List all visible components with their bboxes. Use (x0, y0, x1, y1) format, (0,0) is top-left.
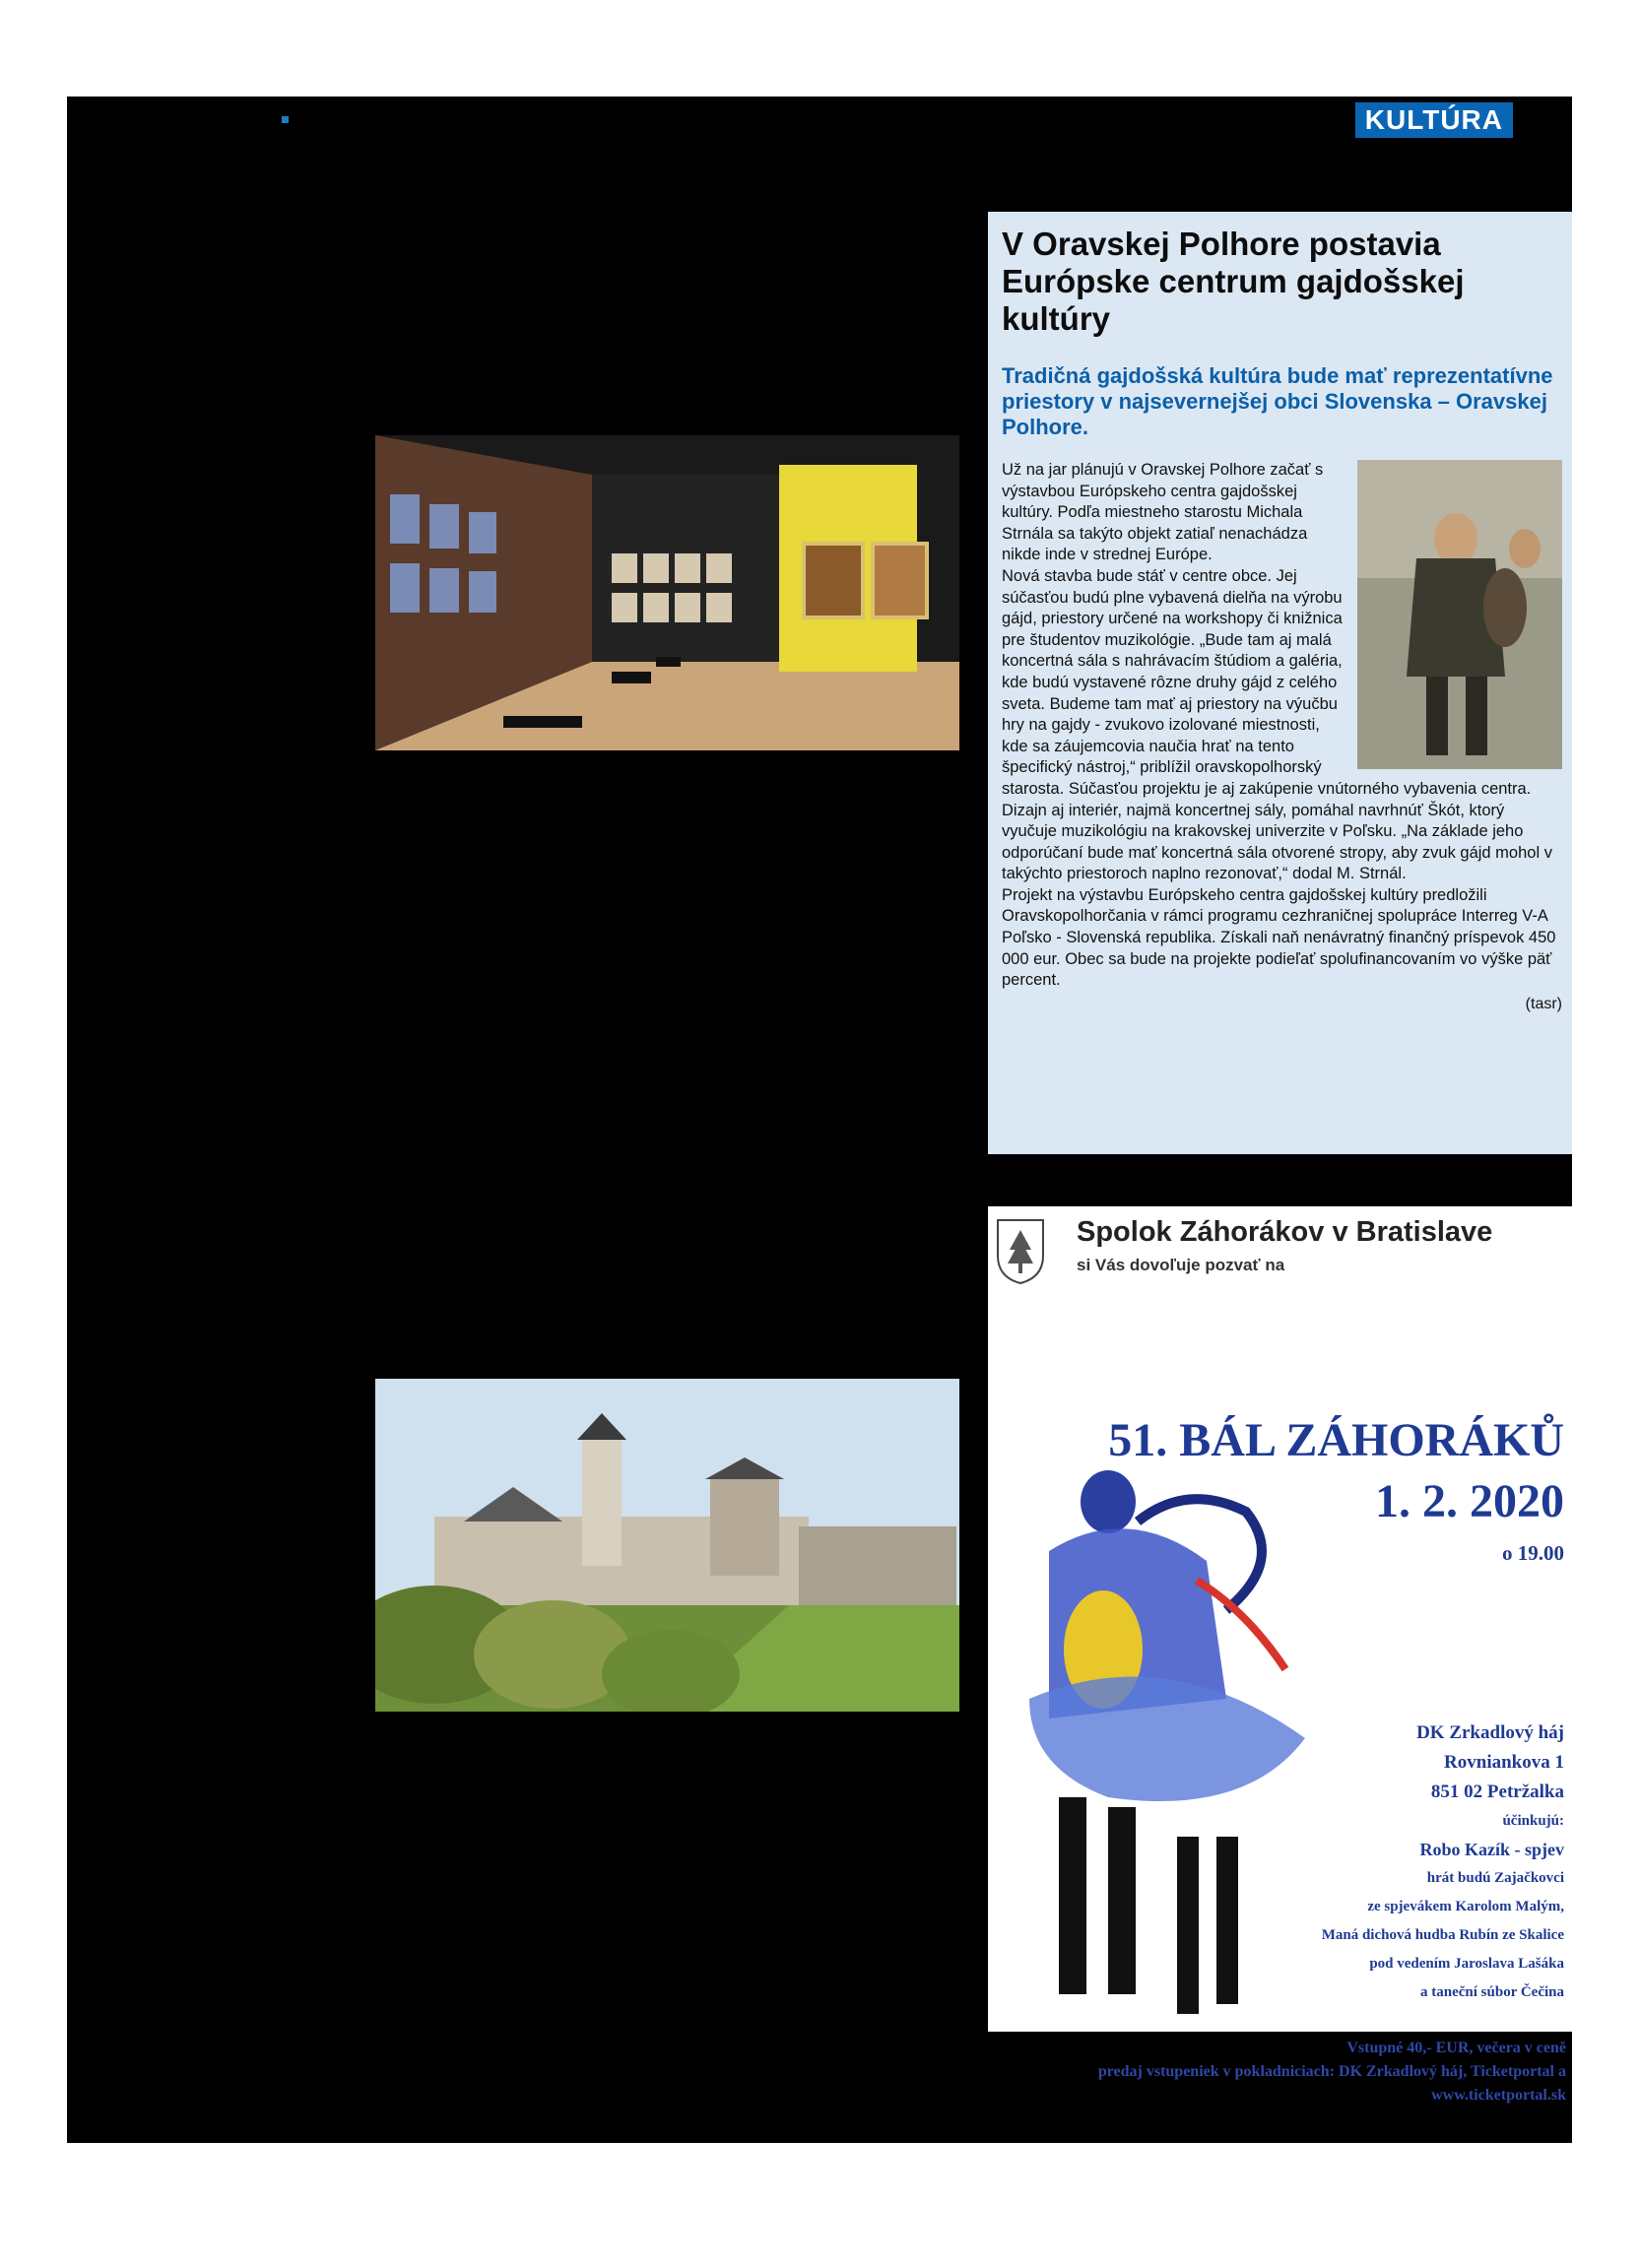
poster-invite: si Vás dovoľuje pozvať na (1077, 1256, 1285, 1274)
event-poster (988, 1206, 1572, 2129)
article-credit: (tasr) (1525, 995, 1562, 1012)
folk-dancers-illustration (990, 1443, 1345, 2034)
article-paragraph: Už na jar plánujú v Oravskej Polhore začať s výstavbou Európskeho centra gajdošskej kultúry. Podľa miestneho starostu Michala Strnála sa takýto objekt zatiaľ nenachádza nikde inde v strednej Európe. (1002, 461, 1324, 564)
poster-performers: účinkujú: Robo Kazík - spjev hrát budú Zajačkovci ze spjevákem Karolom Malým, Maná dichová hudba Rubín ze Skalice pod vedením Jaroslava Lašáka a taneční súbor Čečina (1321, 1813, 1564, 2000)
poster-event-title: 51. BÁL ZÁHORÁKŮ (1108, 1414, 1564, 1466)
article-body (1002, 460, 1562, 1014)
gallery-photo (375, 435, 959, 750)
poster-footer: Vstupné 40,- EUR, večera v ceně predaj vstupeniek v pokladniciach: DK Zrkadlový háj, Ticketportal a www.ticketportal.sk (988, 2032, 1572, 2129)
article-paragraph: Projekt na výstavbu Európskeho centra gajdošskej kultúry predložili Oravskopolhorčania v rámci programu cezhraničnej spolupráce Interreg V-A Poľsko - Slovenská republika. Získali naň nenávratný finančný príspevok 450 000 eur. Obec sa bude na projekte podieľať spolufinancovaním vo výške päť percent. (1002, 885, 1556, 990)
newspaper-page (67, 97, 1572, 2143)
article-paragraph: Dizajn aj interiér, najmä koncertnej sály, pomáhal navrhnúť Škót, ktorý vyučuje muzikológiu na krakovskej univerzite v Poľsku. „Na základe jeho odporúčaní bude mať koncertná sála otvorené stropy, aby zvuk gájd mohol v takýchto priestoroch naplno rezonovať,“ dodal M. Strnál. (1002, 801, 1552, 883)
article-lead: Tradičná gajdošská kultúra bude mať reprezentatívne priestory v najsevernejšej obci Slovenska – Oravskej Polhore. (1002, 363, 1553, 439)
castle-photo (375, 1379, 959, 1712)
poster-organizer: Spolok Záhorákov v Bratislave (1077, 1216, 1493, 1248)
poster-time: o 19.00 (1502, 1541, 1564, 1565)
article (988, 212, 1572, 1154)
poster-venue: DK Zrkadlový háj Rovniankova 1 851 02 Petržalka (1416, 1722, 1564, 1802)
poster-date: 1. 2. 2020 (1375, 1475, 1564, 1527)
article-title: V Oravskej Polhore postavia Európske centrum gajdošskej kultúry (1002, 226, 1465, 337)
coat-of-arms-icon (994, 1216, 1047, 1285)
bullet-marker (282, 116, 289, 123)
section-label: KULTÚRA (1355, 102, 1513, 138)
article-paragraph: Nová stavba bude stáť v centre obce. Jej súčasťou budú plne vybavená dielňa na výrobu gájd, priestory určené na workshopy či knižnica pre študentov muzikológie. „Bude tam aj malá koncertná sála s nahrávacím štúdiom a galéria, kde budú vystavené rôzne druhy gájd z celého sveta. Budeme tam mať aj priestory na výučbu hry na gajdy - zvukovo izolované miestnosti, kde sa záujemcovia naučia hrať na tento špecifický nástroj,“ priblížil oravskopolhorský starosta. Súčasťou projektu je aj zakúpenie vnútorného vybavenia centra. (1002, 566, 1532, 798)
bagpiper-painting (1357, 460, 1562, 769)
